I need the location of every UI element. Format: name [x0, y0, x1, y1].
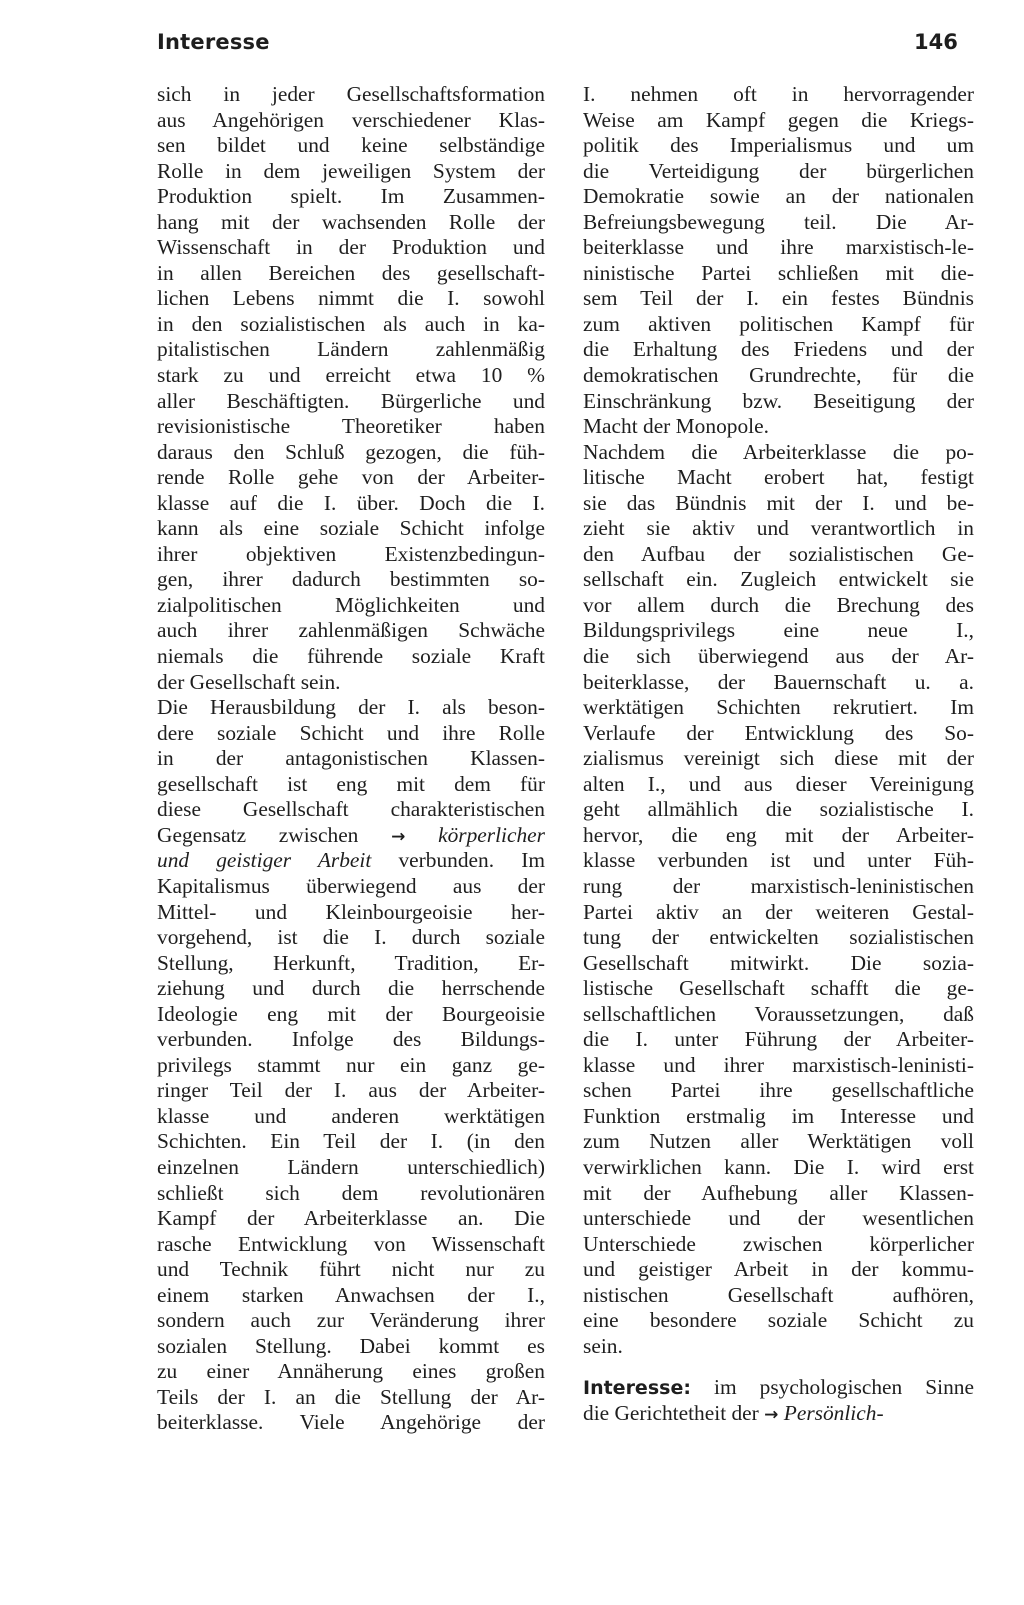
- text-line: die Verteidigung der bürgerlichen: [583, 158, 974, 183]
- text-line: Stellung, Herkunft, Tradition, Er-: [157, 950, 545, 975]
- text-line: einem starken Anwachsen der I.,: [157, 1282, 545, 1307]
- text-line: Befreiungsbewegung teil. Die Ar-: [583, 209, 974, 234]
- left-column: [157, 82, 545, 1436]
- text-line: Mittel- und Kleinbourgeoisie her-: [157, 899, 545, 924]
- text-line: rung der marxistisch-leninistischen: [583, 873, 974, 898]
- text-line: den Aufbau der sozialistischen Ge-: [583, 541, 974, 566]
- text-line: politik des Imperialismus und um: [583, 133, 974, 158]
- text-line: Schichten. Ein Teil der I. (in den: [157, 1129, 545, 1154]
- text-line: Weise am Kampf gegen die Kriegs-: [583, 107, 974, 132]
- text-line: revisionistische Theoretiker haben: [157, 414, 545, 439]
- text-line: zialpolitischen Möglichkeiten und: [157, 592, 545, 617]
- text-line: demokratischen Grundrechte, für die: [583, 363, 974, 388]
- text-line: zum Nutzen aller Werktätigen voll: [583, 1129, 974, 1154]
- text-line: niemals die führende soziale Kraft: [157, 644, 545, 669]
- text-line: beiterklasse, der Bauernschaft u. a.: [583, 669, 974, 694]
- text-line: ihrer objektiven Existenzbedingun-: [157, 541, 545, 566]
- text-line: ninistische Partei schließen mit die-: [583, 260, 974, 285]
- running-head-title: Interesse: [157, 30, 270, 54]
- text-line: Funktion erstmalig im Interesse und: [583, 1103, 974, 1128]
- text-line: schen Partei ihre gesellschaftliche: [583, 1078, 974, 1103]
- text-line: sondern auch zur Veränderung ihrer: [157, 1308, 545, 1333]
- text-line: vor allem durch die Brechung des: [583, 592, 974, 617]
- cross-reference-arrow-icon: →: [764, 1404, 779, 1425]
- text-line: geht allmählich die sozialistische I.: [583, 797, 974, 822]
- text-line: sozialen Stellung. Dabei kommt es: [157, 1333, 545, 1358]
- text-line: die Erhaltung des Friedens und der: [583, 337, 974, 362]
- text-line: Teils der I. an die Stellung der Ar-: [157, 1384, 545, 1409]
- cross-reference-arrow-icon: →: [391, 826, 406, 847]
- text-line: gesellschaft ist eng mit dem für: [157, 771, 545, 796]
- text-line: I. nehmen oft in hervorragender: [583, 82, 974, 106]
- text-line: hang mit der wachsenden Rolle der: [157, 209, 545, 234]
- text-line: aller Beschäftigten. Bürgerliche und: [157, 388, 545, 413]
- text-line: sen bildet und keine selbständige: [157, 133, 545, 158]
- text-line: stark zu und erreicht etwa 10 %: [157, 363, 545, 388]
- text-line: lichen Lebens nimmt die I. sowohl: [157, 286, 545, 311]
- text-line: sich in jeder Gesellschaftsformation: [157, 82, 545, 106]
- text-line: zieht sie aktiv und verantwortlich in: [583, 516, 974, 541]
- text-line: listische Gesellschaft schafft die ge-: [583, 976, 974, 1001]
- text-line: einzelnen Ländern unterschiedlich): [157, 1154, 545, 1179]
- text-line: Bildungsprivilegs eine neue I.,: [583, 618, 974, 643]
- text-line: ziehung und durch die herrschende: [157, 976, 545, 1001]
- text-line: litische Macht erobert hat, festigt: [583, 465, 974, 490]
- text-line: nistischen Gesellschaft aufhören,: [583, 1282, 974, 1307]
- text-line: Wissenschaft in der Produktion und: [157, 235, 545, 260]
- text-line: daraus den Schluß gezogen, die füh-: [157, 439, 545, 464]
- text-line: die I. unter Führung der Arbeiter-: [583, 1027, 974, 1052]
- text-line: kann als eine soziale Schicht infolge: [157, 516, 545, 541]
- entry-heading-line: [583, 1375, 974, 1401]
- text-line: beiterklasse. Viele Angehörige der: [157, 1410, 545, 1435]
- text-line: sie das Bündnis mit der I. und be-: [583, 490, 974, 515]
- text-segment: Gegensatz zwischen: [157, 822, 359, 847]
- text-line-with-reference: [583, 1401, 974, 1427]
- text-line: Partei aktiv an der weiteren Gestal-: [583, 899, 974, 924]
- text-line: verwirklichen kann. Die I. wird erst: [583, 1154, 974, 1179]
- text-line: und Technik führt nicht nur zu: [157, 1257, 545, 1282]
- text-line: Rolle in dem jeweiligen System der: [157, 158, 545, 183]
- text-line: alten I., und aus dieser Vereinigung: [583, 771, 974, 796]
- text-line: Nachdem die Arbeiterklasse die po-: [583, 439, 974, 464]
- text-line: tung der entwickelten sozialistischen: [583, 925, 974, 950]
- text-line: Gesellschaft mitwirkt. Die sozia-: [583, 950, 974, 975]
- text-line: beiterklasse und ihre marxistisch-le-: [583, 235, 974, 260]
- text-line: Unterschiede zwischen körperlicher: [583, 1231, 974, 1256]
- text-segment: verbunden. Im: [398, 848, 545, 873]
- cross-reference-link[interactable]: körperlicher: [438, 822, 545, 847]
- text-line: Kapitalismus überwiegend aus der: [157, 873, 545, 898]
- text-line: Einschränkung bzw. Beseitigung der: [583, 388, 974, 413]
- text-line: rasche Entwicklung von Wissenschaft: [157, 1231, 545, 1256]
- text-line: ringer Teil der I. aus der Arbeiter-: [157, 1078, 545, 1103]
- text-line: Kampf der Arbeiterklasse an. Die: [157, 1206, 545, 1231]
- text-line: auch ihrer zahlenmäßigen Schwäche: [157, 618, 545, 643]
- text-line: sem Teil der I. ein festes Bündnis: [583, 286, 974, 311]
- text-line: klasse auf die I. über. Doch die I.: [157, 490, 545, 515]
- text-line: in den sozialistischen als auch in ka-: [157, 311, 545, 336]
- text-line: Ideologie eng mit der Bourgeoisie: [157, 1001, 545, 1026]
- text-line-with-reference: [157, 823, 545, 849]
- text-line: Macht der Monopole.: [583, 414, 769, 439]
- text-line: mit der Aufhebung aller Klassen-: [583, 1180, 974, 1205]
- entry-term: Interesse:: [583, 1377, 691, 1400]
- text-line: vorgehend, ist die I. durch soziale: [157, 925, 545, 950]
- text-line: unterschiede und der wesentlichen: [583, 1206, 974, 1231]
- text-line-with-reference: [157, 848, 545, 874]
- text-line: pitalistischen Ländern zahlenmäßig: [157, 337, 545, 362]
- text-line: werktätigen Schichten rekrutiert. Im: [583, 695, 974, 720]
- text-line: aus Angehörigen verschiedener Klas-: [157, 107, 545, 132]
- text-line: Demokratie sowie an der nationalen: [583, 184, 974, 209]
- text-line: sellschaft ein. Zugleich entwickelt sie: [583, 567, 974, 592]
- text-line: in der antagonistischen Klassen-: [157, 746, 545, 771]
- text-line: gen, ihrer dadurch bestimmten so-: [157, 567, 545, 592]
- text-line: der Gesellschaft sein.: [157, 669, 341, 694]
- cross-reference-link[interactable]: und geistiger Arbeit: [157, 848, 372, 873]
- text-line: in allen Bereichen des gesellschaft-: [157, 260, 545, 285]
- text-line: Verlaufe der Entwicklung des So-: [583, 720, 974, 745]
- text-line: sellschaftlichen Voraussetzungen, daß: [583, 1001, 974, 1026]
- text-line: sein.: [583, 1333, 623, 1358]
- text-line: zum aktiven politischen Kampf für: [583, 311, 974, 336]
- text-line: zu einer Annäherung eines großen: [157, 1359, 545, 1384]
- text-line: hervor, die eng mit der Arbeiter-: [583, 822, 974, 847]
- text-line: schließt sich dem revolutionären: [157, 1180, 545, 1205]
- text-line: Die Herausbildung der I. als beson-: [157, 695, 545, 720]
- text-line: verbunden. Infolge des Bildungs-: [157, 1027, 545, 1052]
- entry-definition-text: im psychologischen Sinne: [714, 1375, 974, 1400]
- text-line: Produktion spielt. Im Zusammen-: [157, 184, 545, 209]
- text-line: eine besondere soziale Schicht zu: [583, 1308, 974, 1333]
- cross-reference-link[interactable]: Persönlich-: [783, 1400, 884, 1425]
- text-line: rende Rolle gehe von der Arbeiter-: [157, 465, 545, 490]
- text-line: diese Gesellschaft charakteristischen: [157, 797, 545, 822]
- text-line: klasse und ihrer marxistisch-leninisti-: [583, 1052, 974, 1077]
- text-line: privilegs stammt nur ein ganz ge-: [157, 1052, 545, 1077]
- text-line: die sich überwiegend aus der Ar-: [583, 644, 974, 669]
- text-line: klasse verbunden ist und unter Füh-: [583, 848, 974, 873]
- text-line: klasse und anderen werktätigen: [157, 1103, 545, 1128]
- text-line: zialismus vereinigt sich diese mit der: [583, 746, 974, 771]
- text-line: dere soziale Schicht und ihre Rolle: [157, 720, 545, 745]
- right-column: [583, 82, 974, 1426]
- text-line: und geistiger Arbeit in der kommu-: [583, 1257, 974, 1282]
- page-number: 146: [914, 30, 958, 54]
- entry-definition-text: die Gerichtetheit der: [583, 1400, 759, 1425]
- entry-spacer: [583, 1359, 974, 1375]
